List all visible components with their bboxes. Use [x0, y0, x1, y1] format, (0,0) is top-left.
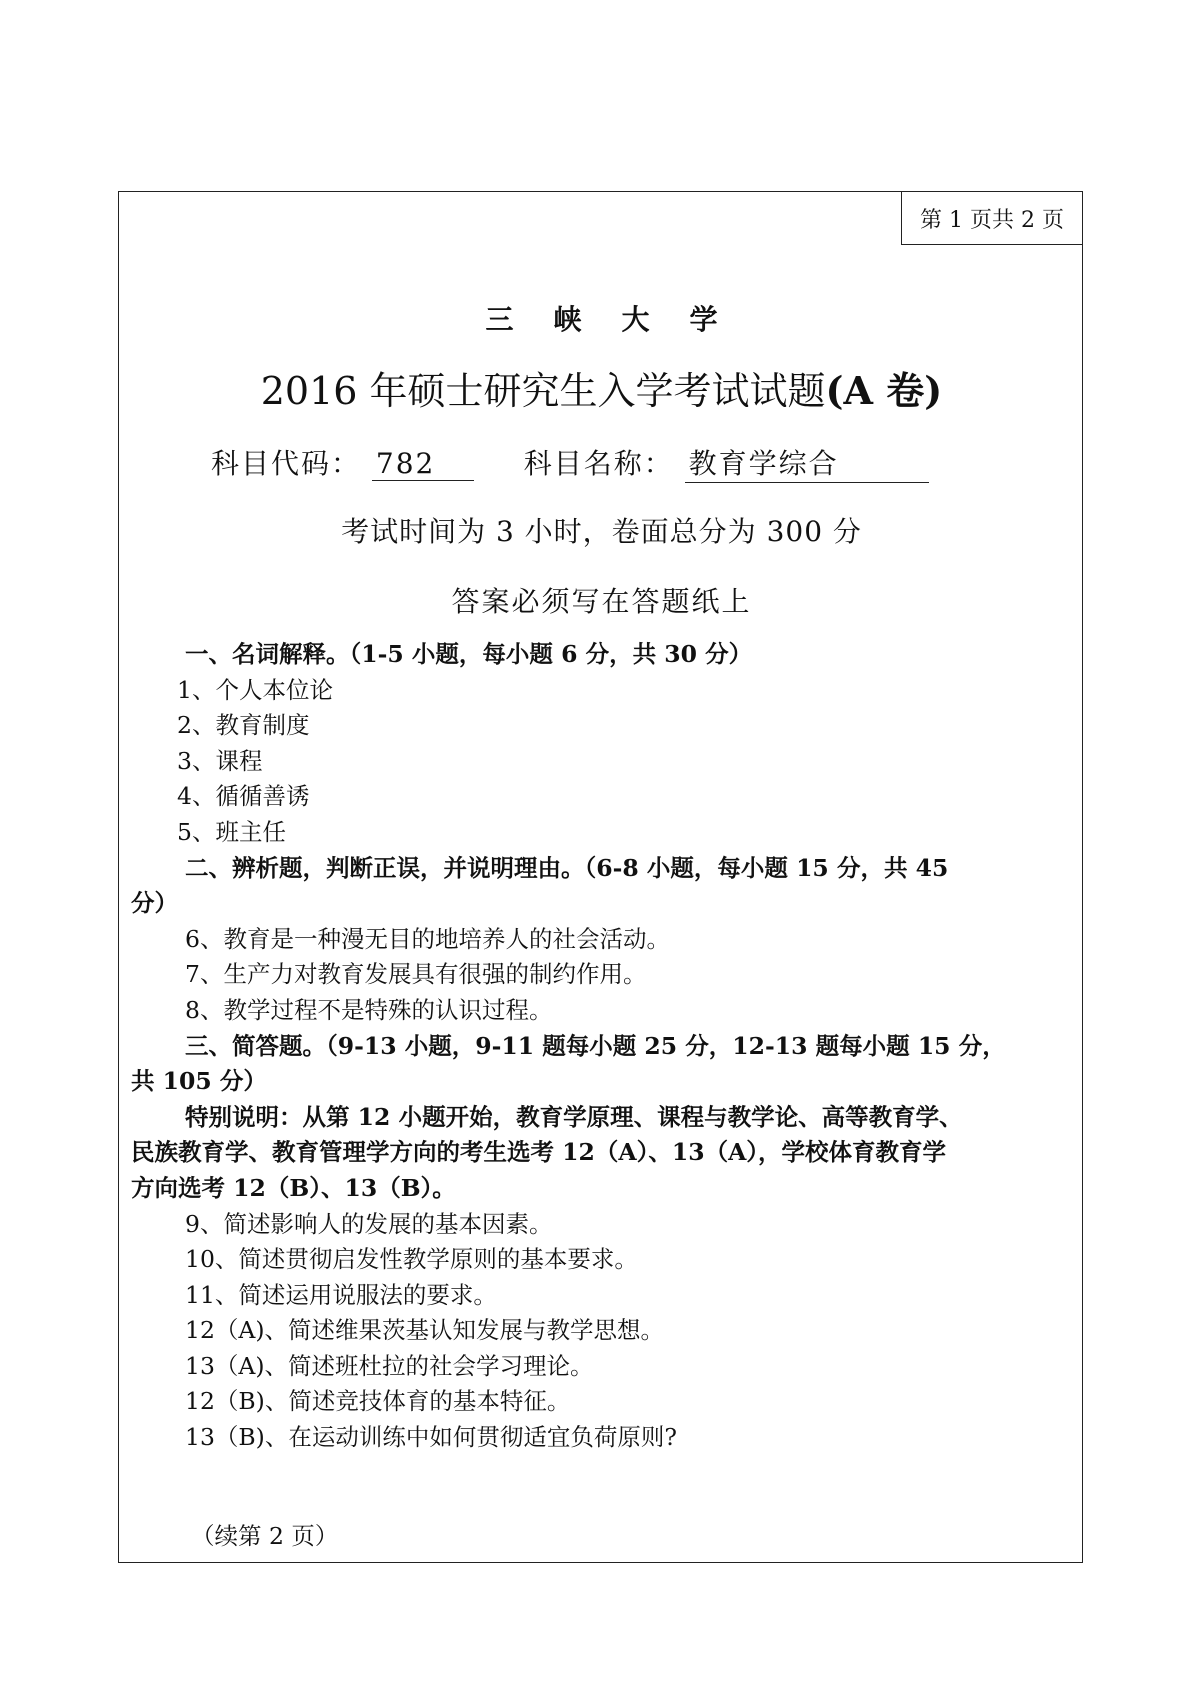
continued-note: （续第 2 页） [191, 1522, 339, 1550]
section3-item: 11、简述运用说服法的要求。 [185, 1280, 497, 1309]
section3-item: 12（A)、简述维果茨基认知发展与教学思想。 [185, 1316, 665, 1345]
section2-heading-cont: 分） [131, 889, 178, 918]
page-indicator: 第 1 页共 2 页 [901, 191, 1083, 245]
section3-item: 13（B)、在运动训练中如何贯彻适宜负荷原则? [185, 1423, 677, 1452]
section3-item: 9、简述影响人的发展的基本因素。 [185, 1209, 553, 1238]
subject-line [211, 442, 929, 483]
section3-heading: 三、简答题。（9-13 小题，9-11 题每小题 25 分，12-13 题每小题 15 分， [185, 1031, 1006, 1060]
school-name: 三峡大学 [485, 303, 758, 336]
section3-heading-cont: 共 105 分） [131, 1067, 267, 1096]
questions-body [131, 637, 1081, 1456]
subject-code-label: 科目代码： [211, 447, 362, 480]
section1-item: 1、个人本位论 [177, 675, 333, 704]
exam-frame [118, 191, 1083, 1563]
section3-item: 13（A)、简述班杜拉的社会学习理论。 [185, 1351, 594, 1380]
subject-name-value: 教育学综合 [685, 442, 929, 483]
section2-heading: 二、辨析题，判断正误，并说明理由。（6-8 小题，每小题 15 分，共 45 [185, 853, 949, 882]
section2-item: 8、教学过程不是特殊的认识过程。 [185, 995, 553, 1024]
subject-name-label: 科目名称： [523, 447, 674, 480]
section1-item: 3、课程 [177, 746, 263, 775]
special-note-cont: 民族教育学、教育管理学方向的考生选考 12（A）、13（A），学校体育教育学 [131, 1138, 947, 1167]
exam-time: 考试时间为 3 小时，卷面总分为 300 分 [341, 515, 862, 548]
exam-title-paper: (A 卷) [825, 368, 943, 413]
section3-item: 10、简述贯彻启发性教学原则的基本要求。 [185, 1245, 638, 1274]
exam-title [119, 360, 1084, 415]
special-note-cont: 方向选考 12（B）、13（B）。 [131, 1173, 456, 1202]
answer-notice: 答案必须写在答题纸上 [451, 585, 752, 618]
section1-item: 2、教育制度 [177, 711, 310, 740]
section3-item: 12（B)、简述竞技体育的基本特征。 [185, 1387, 571, 1416]
section1-heading: 一、名词解释。（1-5 小题，每小题 6 分，共 30 分） [185, 640, 753, 668]
section1-item: 4、循循善诱 [177, 782, 310, 811]
section1-item: 5、班主任 [177, 817, 286, 846]
section2-item: 6、教育是一种漫无目的地培养人的社会活动。 [185, 924, 670, 953]
exam-title-main: 2016 年硕士研究生入学考试试题 [260, 369, 826, 413]
subject-code-value: 782 [372, 447, 474, 481]
section2-item: 7、生产力对教育发展具有很强的制约作用。 [185, 960, 647, 989]
special-note: 特别说明：从第 12 小题开始，教育学原理、课程与教学论、高等教育学、 [185, 1102, 963, 1131]
